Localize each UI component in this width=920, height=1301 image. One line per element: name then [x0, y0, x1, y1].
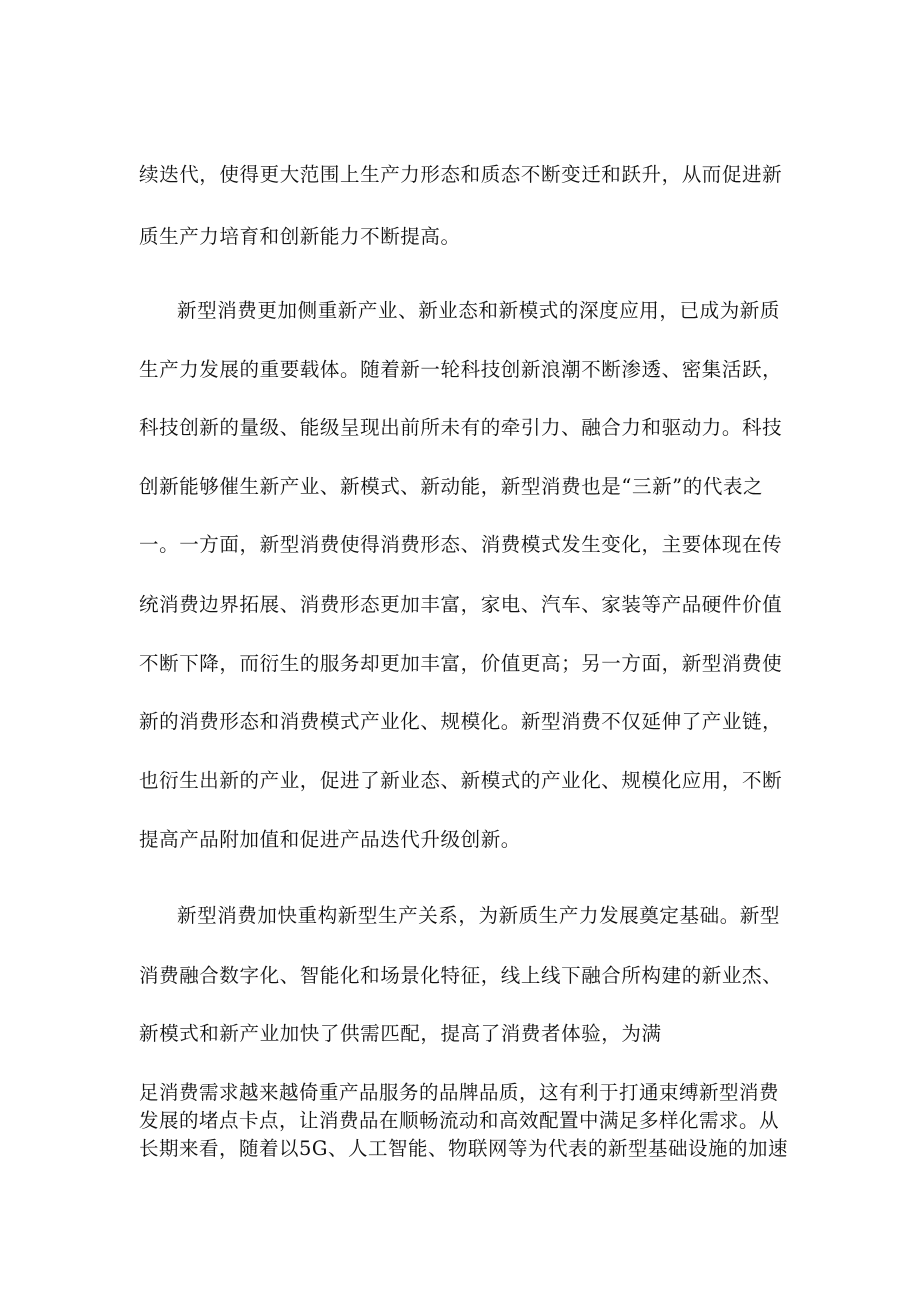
- paragraph-2-line-7: 不断下降，而衍生的服务却更加丰富，价值更高；另一方面，新型消费使: [139, 652, 783, 675]
- paragraph-1-line-1: 续迭代，使得更大范围上生产力形态和质态不断变迁和跃升，从而促进新: [139, 163, 783, 186]
- paragraph-2-line-9: 也衍生出新的产业，促进了新业态、新模式的产业化、规模化应用，不断: [139, 769, 783, 792]
- paragraph-3-line-2: 消费融合数字化、智能化和场景化特征，线上线下融合所构建的新业杰、: [139, 964, 783, 987]
- paragraph-2-line-1: 新型消费更加侧重新产业、新业态和新模式的深度应用，已成为新质: [177, 299, 781, 322]
- paragraph-1-line-2: 质生产力培育和创新能力不断提高。: [139, 225, 461, 248]
- paragraph-4-line-3: 长期来看，随着以5G、人工智能、物联网等为代表的新型基础设施的加速: [139, 1137, 788, 1160]
- paragraph-3-line-3: 新模式和新产业加快了供需匹配，提高了消费者体验，为满: [139, 1022, 662, 1045]
- paragraph-2-line-4: 创新能够催生新产业、新模式、新动能，新型消费也是“三新”的代表之: [139, 475, 764, 498]
- paragraph-2-line-5: 一。一方面，新型消费使得消费形态、消费模式发生变化，主要体现在传: [139, 533, 783, 556]
- paragraph-4-line-1: 足消费需求越来越倚重产品服务的品牌品质，这有利于打通束缚新型消费: [139, 1081, 780, 1104]
- paragraph-2-line-6: 统消费边界拓展、消费形态更加丰富，家电、汽车、家装等产品硬件价值: [139, 593, 783, 616]
- paragraph-2-line-2: 生产力发展的重要载体。随着新一轮科技创新浪潮不断渗透、密集活跃，: [139, 358, 783, 381]
- paragraph-2-line-10: 提高产品附加值和促进产品迭代升级创新。: [139, 828, 521, 851]
- paragraph-2-line-8: 新的消费形态和消费模式产业化、规模化。新型消费不仅延伸了产业链，: [139, 710, 783, 733]
- paragraph-3-line-1: 新型消费加快重构新型生产关系，为新质生产力发展奠定基础。新型: [177, 904, 781, 927]
- paragraph-2-line-3: 科技创新的量级、能级呈现出前所未有的牵引力、融合力和驱动力。科技: [139, 416, 783, 439]
- paragraph-4-line-2: 发展的堵点卡点，让消费品在顺畅流动和高效配置中满足多样化需求。从: [139, 1109, 780, 1132]
